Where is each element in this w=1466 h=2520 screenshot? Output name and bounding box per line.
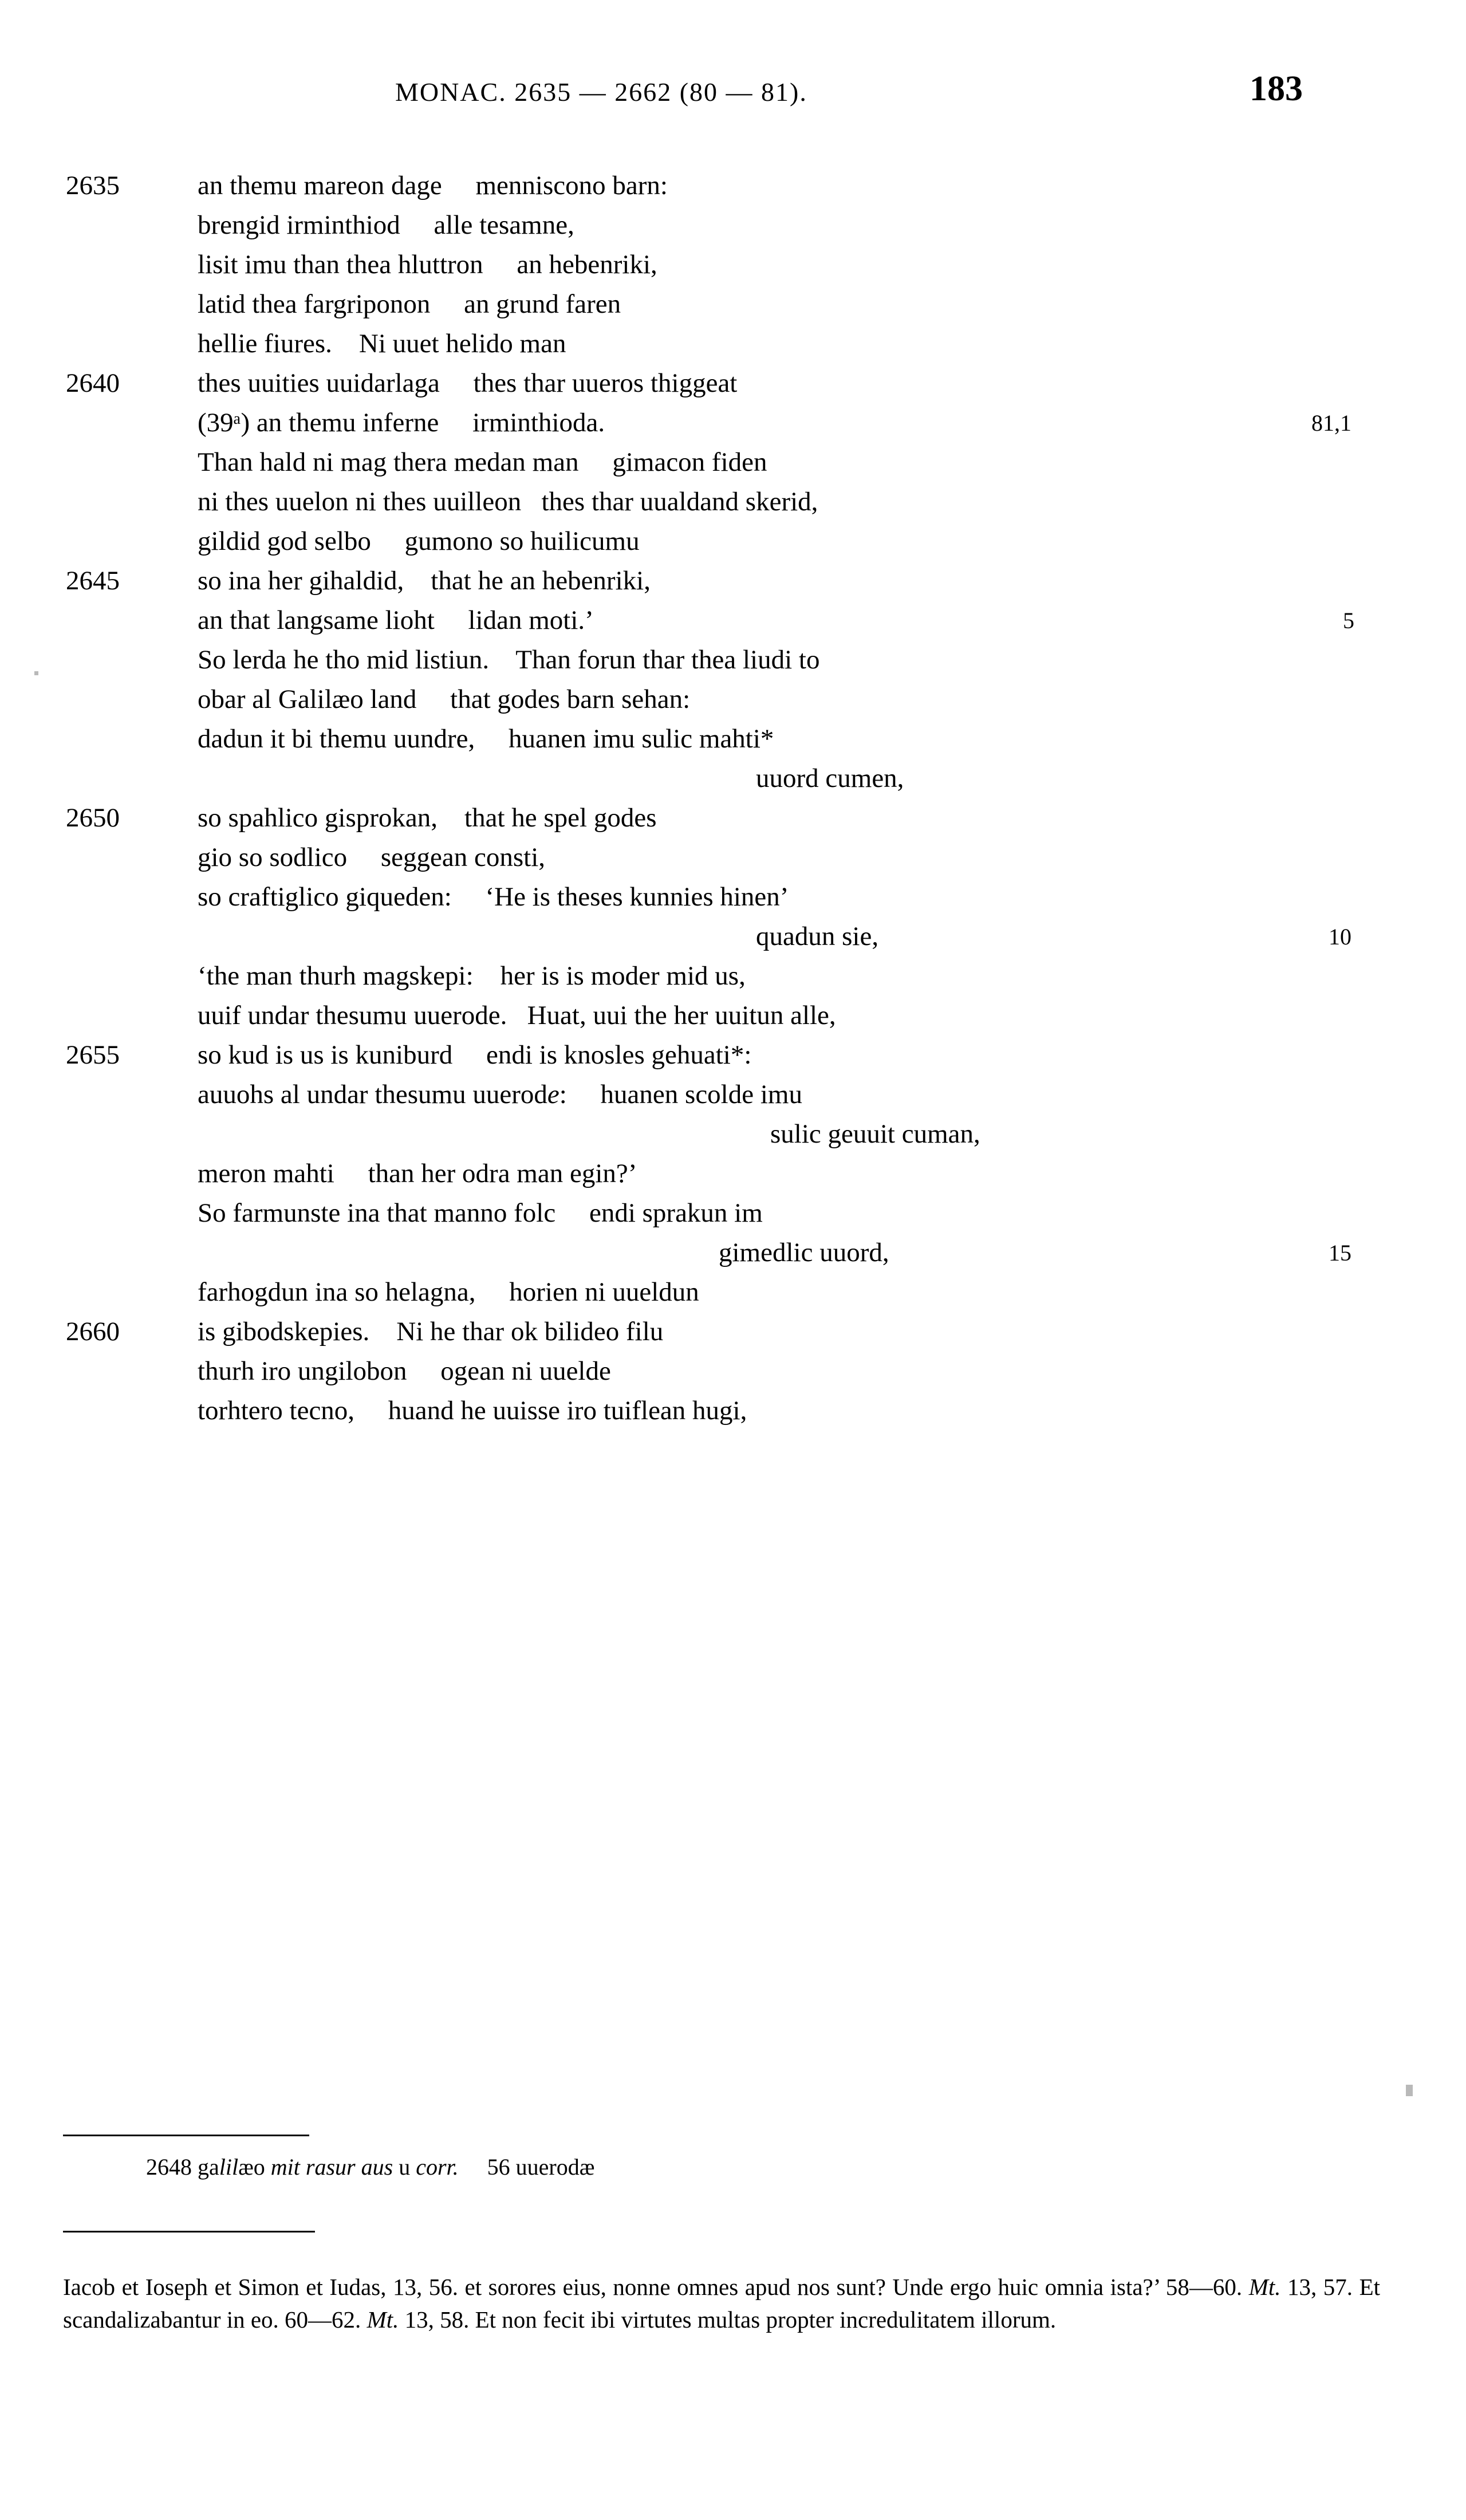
verse-line [0, 1391, 1466, 1431]
verse-line [0, 364, 1466, 403]
verse-line [0, 680, 1466, 719]
verse-margin-number: 10 [1329, 924, 1351, 950]
verse-line [0, 1233, 1466, 1273]
verse-line [0, 245, 1466, 285]
verse-line-number: 2635 [66, 171, 120, 200]
verse-line-text: hellie fiures. Ni uuet helido man [198, 329, 566, 359]
verse-line-text: quadun sie, [756, 922, 879, 951]
verse-line-text: so kud is us is kuniburd endi is knosles gehuati*: [198, 1040, 752, 1070]
verse-line-text: thes uuities uuidarlaga thes thar uueros thiggeat [198, 368, 738, 398]
verse-line [0, 1352, 1466, 1391]
latin-source-note: Iacob et Ioseph et Simon et Iudas, 13, 56. et sorores eius, nonne omnes apud nos sunt? Unde ergo huic omnia ista?’ 58—60. Mt. 13, 57. Et scandalizabantur in eo. 60—62. Mt. 13, 58. Et non fecit ibi virtutes multas propter incredulitatem illorum. [63, 2274, 1381, 2333]
verse-line-text: gimedlic uuord, [719, 1238, 889, 1267]
verse-line-text: obar al Galilæo land that godes barn sehan: [198, 684, 691, 714]
verse-line [0, 561, 1466, 601]
verse-line [0, 838, 1466, 877]
running-head-title: MONAC. 2635 — 2662 (80 — 81). [395, 77, 807, 107]
verse-line-text: So lerda he tho mid listiun. Than forun thar thea liudi to [198, 645, 820, 675]
verse-line [0, 324, 1466, 364]
verse-line [0, 1154, 1466, 1194]
verse-line-text: Than hald ni mag thera medan man gimacon fiden [198, 447, 767, 477]
verse-line [0, 206, 1466, 245]
verse-line-text: gildid god selbo gumono so huilicumu [198, 526, 640, 556]
verse-line-text: uuif undar thesumu uuerode. Huat, uui the her uuitun alle, [198, 1001, 836, 1030]
verse-line [0, 1194, 1466, 1233]
running-head [0, 69, 1466, 120]
verse-line [0, 1273, 1466, 1312]
verse-line [0, 522, 1466, 561]
verse-line [0, 166, 1466, 206]
verse-line [0, 1312, 1466, 1352]
verse-line-number: 2660 [66, 1317, 120, 1346]
verse-line-text: so spahlico gisprokan, that he spel godes [198, 803, 657, 833]
verse-line-text: so ina her gihaldid, that he an hebenriki, [198, 566, 651, 596]
verse-line-text: torhtero tecno, huand he uuisse iro tuiflean hugi, [198, 1396, 747, 1426]
verse-line-text: dadun it bi themu uundre, huanen imu sulic mahti* [198, 724, 774, 754]
verse-line [0, 1115, 1466, 1154]
verse-line-text: so craftiglico giqueden: ‘He is theses kunnies hinen’ [198, 882, 789, 912]
verse-line-text: farhogdun ina so helagna, horien ni uueldun [198, 1277, 699, 1307]
verse-margin-number: 15 [1329, 1240, 1351, 1266]
apparatus-criticus: 2648 galilæo mit rasur aus u corr. 56 uuerodæ [146, 2154, 595, 2180]
verse-body [0, 166, 1466, 1431]
verse-line-text: uuord cumen, [756, 763, 904, 793]
scan-speck [1406, 2085, 1413, 2096]
verse-line [0, 996, 1466, 1035]
verse-line-text: ‘the man thurh magskepi: her is is moder mid us, [198, 961, 746, 991]
verse-line [0, 956, 1466, 996]
verse-line-text: auuohs al undar thesumu uuerode: huanen scolde imu [198, 1080, 802, 1109]
scan-speck [34, 671, 38, 675]
verse-line [0, 719, 1466, 759]
verse-margin-number: 81,1 [1311, 410, 1351, 436]
verse-line-text: is gibodskepies. Ni he thar ok bilideo filu [198, 1317, 664, 1346]
verse-line [0, 877, 1466, 917]
verse-line-text: gio so sodlico seggean consti, [198, 842, 546, 872]
verse-line-text: (39ᵃ) an themu inferne irminthioda. [198, 408, 605, 438]
verse-line-number: 2650 [66, 803, 120, 833]
verse-margin-number: 5 [1343, 608, 1354, 633]
verse-line-text: latid thea fargriponon an grund faren [198, 289, 621, 319]
apparatus-rule [63, 2135, 309, 2136]
verse-line [0, 285, 1466, 324]
verse-line [0, 1075, 1466, 1115]
verse-line [0, 601, 1466, 640]
verse-line-text: thurh iro ungilobon ogean ni uuelde [198, 1356, 611, 1386]
verse-line-text: meron mahti than her odra man egin?’ [198, 1159, 637, 1188]
verse-line-text: an that langsame lioht lidan moti.’ [198, 605, 594, 635]
verse-line-text: an themu mareon dage menniscono barn: [198, 171, 668, 200]
verse-line [0, 403, 1466, 443]
verse-line-number: 2645 [66, 566, 120, 596]
verse-line-text: So farmunste ina that manno folc endi sprakun im [198, 1198, 763, 1228]
verse-line-number: 2640 [66, 368, 120, 398]
verse-line [0, 917, 1466, 956]
verse-line [0, 1035, 1466, 1075]
source-note-rule [63, 2231, 315, 2232]
verse-line-text: sulic geuuit cuman, [770, 1119, 980, 1149]
verse-line [0, 798, 1466, 838]
verse-line [0, 443, 1466, 482]
page-number: 183 [1250, 69, 1303, 108]
verse-line-number: 2655 [66, 1040, 120, 1070]
verse-line [0, 759, 1466, 798]
verse-line-text: brengid irminthiod alle tesamne, [198, 210, 574, 240]
verse-line [0, 482, 1466, 522]
verse-line [0, 640, 1466, 680]
verse-line-text: ni thes uuelon ni thes uuilleon thes thar uualdand skerid, [198, 487, 818, 517]
verse-line-text: lisit imu than thea hluttron an hebenriki, [198, 250, 657, 279]
